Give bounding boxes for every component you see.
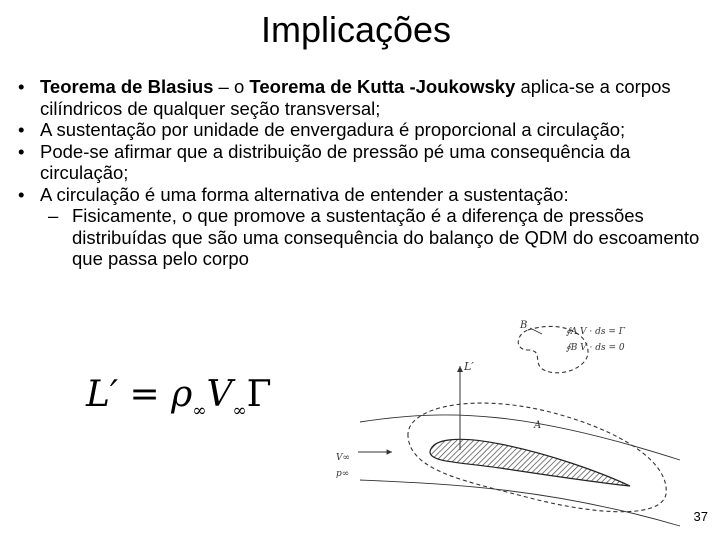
sub-bullet-item bbox=[18, 205, 708, 270]
formula-velocity: V bbox=[206, 374, 233, 415]
freestream-velocity-label: V∞ bbox=[336, 453, 350, 463]
sub-bullet-text: Fisicamente, o que promove a sustentação é a diferença de pressões distribuídas que são uma consequência do balanço de QDM do escoamento que passa pelo corpo bbox=[72, 205, 700, 269]
curve-a-label: A bbox=[534, 420, 542, 431]
page-number: 37 bbox=[693, 509, 708, 524]
bullet-dot: • bbox=[18, 140, 25, 162]
bullet-text: Pode-se afirmar que a distribuição de pressão pé uma consequência da circulação; bbox=[40, 140, 631, 183]
bullet-text: A sustentação por unidade de envergadura é proporcional a circulação; bbox=[40, 119, 626, 140]
bullet-item bbox=[18, 76, 708, 119]
formula-rho: ρ bbox=[171, 374, 193, 415]
formula-infinity: ∞ bbox=[192, 401, 207, 421]
bullet-dot: • bbox=[18, 76, 25, 97]
bullet-text: – o bbox=[213, 76, 250, 97]
bullet-bold-text: Teorema de Blasius bbox=[40, 76, 214, 97]
bullet-text: aplica-se a corpos cilíndricos de qualquer seção transversal; bbox=[40, 76, 671, 119]
bullet-item bbox=[18, 184, 708, 206]
slide-title: Implicações bbox=[260, 9, 452, 50]
formula-lift: L′ bbox=[86, 374, 119, 415]
bullet-item bbox=[18, 141, 708, 184]
bullet-dot: • bbox=[18, 119, 25, 140]
streamline bbox=[360, 480, 680, 526]
formula-equals: = bbox=[118, 374, 172, 415]
circulation-eq-a: ∮A V · ds = Γ bbox=[566, 327, 626, 337]
bullet-text: A circulação é uma forma alternativa de entender a sustentação: bbox=[40, 183, 569, 205]
bullet-list bbox=[18, 76, 708, 270]
lift-label: L′ bbox=[464, 360, 474, 373]
curve-b-pointer bbox=[530, 328, 542, 334]
formula-infinity: ∞ bbox=[232, 401, 247, 421]
bullet-item bbox=[18, 119, 708, 141]
formula-gamma: Γ bbox=[246, 374, 272, 415]
bullet-bold-text: Teorema de Kutta -Joukowsky bbox=[249, 76, 516, 97]
freestream-pressure-label: p∞ bbox=[336, 469, 350, 479]
airfoil-circulation-figure bbox=[330, 312, 690, 532]
circulation-eq-b: ∮B V · ds = 0 bbox=[566, 343, 625, 353]
curve-b-label: B bbox=[520, 320, 528, 331]
lift-formula bbox=[86, 374, 272, 421]
bullet-dot: • bbox=[18, 183, 25, 205]
sub-bullet-dash: – bbox=[48, 205, 59, 226]
